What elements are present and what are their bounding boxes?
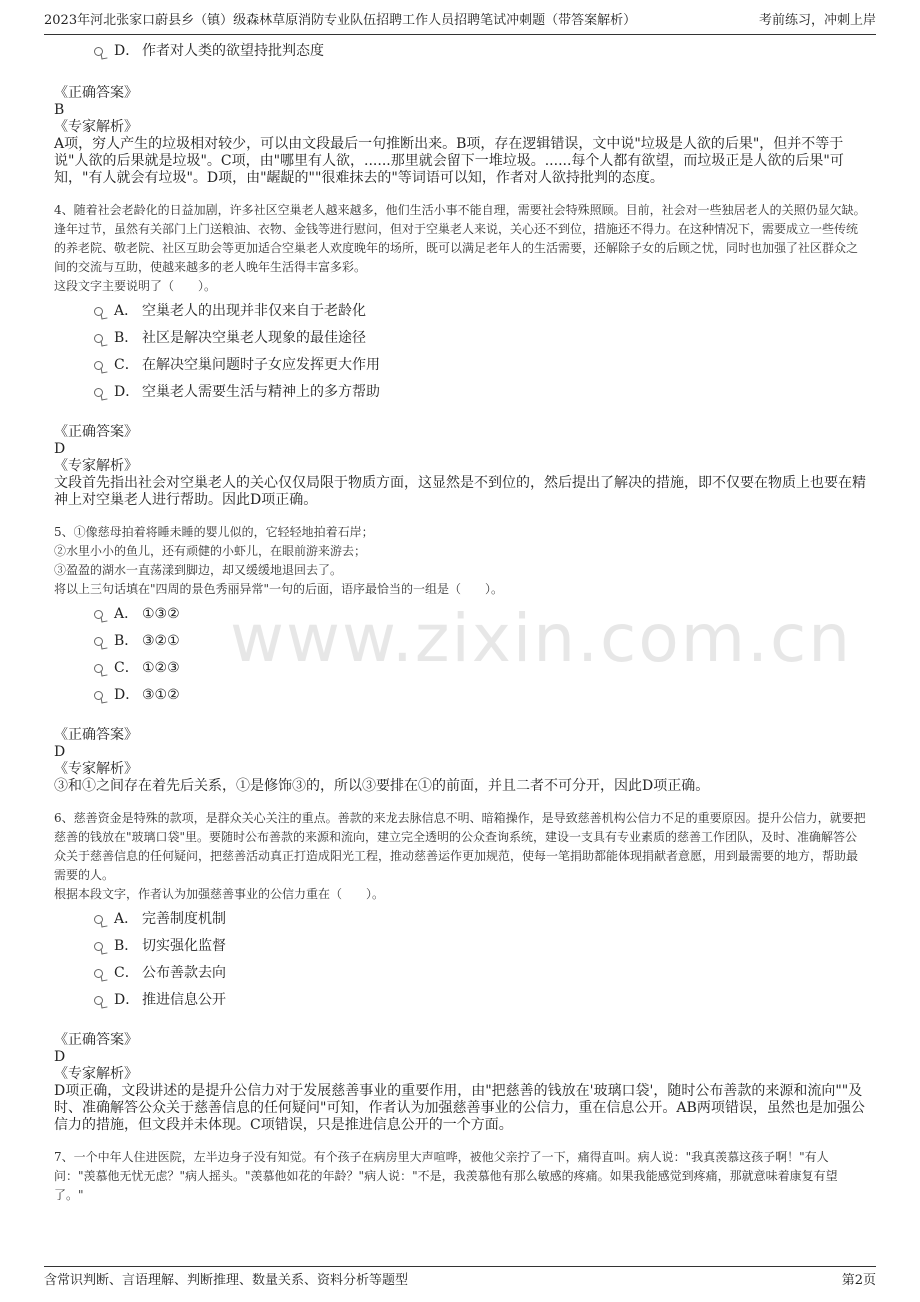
q5-option-d[interactable]: D． ③①②: [54, 682, 866, 709]
q6-option-d[interactable]: D． 推进信息公开: [54, 987, 866, 1014]
radio-icon[interactable]: [94, 47, 103, 56]
footer-note: 含常识判断、言语理解、判断推理、数量关系、资料分析等题型: [44, 1273, 409, 1288]
radio-icon[interactable]: [94, 637, 103, 646]
q5-stem-line-3: ③盈盈的湖水一直荡漾到脚边，却又缓缓地退回去了。: [54, 563, 343, 577]
q4-stem: 4、随着社会老龄化的日益加剧，许多社区空巢老人越来越多，他们生活小事不能自理，需要社会特殊照顾。目前，社会对一些独居老人的关照仍显欠缺。逢年过节，虽然有关部门上门送粮油、衣物、金钱等进行慰问，但对于空巢老人来说，关心还不到位，措施还不得力。在这种情况下，需要成立一些传统的养老院、敬老院、社区互助会等更加适合空巢老人欢度晚年的场所，既可以满足老年人的生活需要，还解除子女的后顾之忧，同时也加强了社区群众之间的交流与互助，使越来越多的老人晚年生活得丰富多彩。: [54, 203, 866, 274]
radio-icon[interactable]: [94, 996, 103, 1005]
q5-answer-heading: 《正确答案》: [54, 727, 138, 743]
q3-answer-heading: 《正确答案》: [54, 85, 138, 101]
q5-analysis-heading: 《专家解析》: [54, 761, 138, 777]
q4-question: 这段文字主要说明了（ ）。: [54, 279, 217, 293]
q6-analysis: D项正确，文段讲述的是提升公信力对于发展慈善事业的重要作用，由"把慈善的钱放在'玻璃口袋'，随时公布善款的来源和流向""及时、准确解答公众关于慈善信息的任何疑问"可知，作者认为加强慈善事业的公信力，重在信息公开。AB两项错误，虽然也是加强公信力的措施，但文段并未体现。C项错误，只是推进信息公开的一个方面。: [54, 1083, 865, 1133]
radio-icon[interactable]: [94, 942, 103, 951]
watermark: www.zixin.com.cn: [230, 600, 853, 677]
q3-analysis-heading: 《专家解析》: [54, 119, 138, 135]
radio-icon[interactable]: [94, 610, 103, 619]
q4-option-a[interactable]: A． 空巢老人的出现并非仅来自于老龄化: [54, 298, 866, 325]
radio-icon[interactable]: [94, 969, 103, 978]
q5-option-c[interactable]: C． ①②③: [54, 655, 866, 682]
q6-option-b[interactable]: B． 切实强化监督: [54, 933, 866, 960]
q6-option-a[interactable]: A． 完善制度机制: [54, 906, 866, 933]
q5-option-b[interactable]: B． ③②①: [54, 628, 866, 655]
page-header: [44, 10, 876, 35]
header-slogan: 考前练习，冲刺上岸: [758, 13, 876, 28]
q3-answer: B: [54, 102, 65, 118]
q4-analysis: 文段首先指出社会对空巢老人的关心仅仅局限于物质方面，这显然是不到位的，然后提出了解决的措施，即不仅要在物质上也要在精神上对空巢老人进行帮助。因此D项正确。: [54, 475, 866, 508]
q4-option-c[interactable]: C． 在解决空巢问题时子女应发挥更大作用: [54, 352, 866, 379]
q6-option-c[interactable]: C． 公布善款去向: [54, 960, 866, 987]
radio-icon[interactable]: [94, 388, 103, 397]
q5-stem-line-4: 将以上三句话填在"四周的景色秀丽异常"一句的后面，语序最恰当的一组是（ ）。: [54, 582, 504, 596]
q4-analysis-heading: 《专家解析》: [54, 458, 138, 474]
q3-analysis: A项，穷人产生的垃圾相对较少，可以由文段最后一句推断出来。B项，存在逻辑错误，文中说"垃圾是人欲的后果"，但并不等于说"人欲的后果就是垃圾"。C项，由"哪里有人欲，......那里就会留下一堆垃圾。......每个人都有欲望，而垃圾正是人欲的后果"可知，"有人就会有垃圾"。D项，由"龌龊的""很难抹去的"等词语可以知，作者对人欲持批判的态度。: [54, 136, 844, 186]
radio-icon[interactable]: [94, 361, 103, 370]
q5-answer: D: [54, 744, 66, 760]
q5-analysis: ③和①之间存在着先后关系，①是修饰③的，所以③要排在①的前面，并且二者不可分开，因此D项正确。: [54, 778, 710, 794]
radio-icon[interactable]: [94, 915, 103, 924]
q6-analysis-heading: 《专家解析》: [54, 1066, 138, 1082]
q5-stem-line-1: 5、①像慈母拍着将睡未睡的婴儿似的，它轻轻地拍着石岸；: [54, 525, 374, 539]
q6-answer-heading: 《正确答案》: [54, 1032, 138, 1048]
header-title: 2023年河北张家口蔚县乡（镇）级森林草原消防专业队伍招聘工作人员招聘笔试冲刺题（带答案解析）: [44, 13, 637, 28]
radio-icon[interactable]: [94, 307, 103, 316]
q4-option-d[interactable]: D． 空巢老人需要生活与精神上的多方帮助: [54, 379, 866, 406]
q4-answer: D: [54, 441, 66, 457]
q3-option-d[interactable]: D． 作者对人类的欲望持批判态度: [54, 38, 866, 65]
q7-stem: 7、一个中年人住进医院，左半边身子没有知觉。有个孩子在病房里大声喧哗，被他父亲拧了一下，痛得直叫。病人说："我真羡慕这孩子啊！"有人问："羡慕他无忧无虑？"病人摇头。"羡慕他如花的年龄？"病人说："不是，我羡慕他有那么敏感的疼痛。如果我能感觉到疼痛，那就意味着康复有望了。": [54, 1150, 838, 1202]
q4-answer-heading: 《正确答案》: [54, 424, 138, 440]
q5-stem-line-2: ②水里小小的鱼儿，还有顽健的小虾儿，在眼前游来游去；: [54, 544, 367, 558]
q6-question: 根据本段文字，作者认为加强慈善事业的公信力重在（ ）。: [54, 887, 385, 901]
q6-answer: D: [54, 1049, 66, 1065]
radio-icon[interactable]: [94, 334, 103, 343]
page-number: 第2页: [841, 1273, 876, 1288]
q4-option-b[interactable]: B． 社区是解决空巢老人现象的最佳途径: [54, 325, 866, 352]
q6-stem: 6、慈善资金是特殊的款项，是群众关心关注的重点。善款的来龙去脉信息不明、暗箱操作，是导致慈善机构公信力不足的重要原因。提升公信力，就要把慈善的钱放在"玻璃口袋"里。要随时公布善款的来源和流向，建立完全透明的公众查询系统，建设一支具有专业素质的慈善工作团队，及时、准确解答公众关于慈善信息的任何疑问，把慈善活动真正打造成阳光工程，推动慈善运作更加规范，使每一笔捐助都能体现捐献者意愿，用到最需要的地方，帮助最需要的人。: [54, 811, 866, 882]
q5-option-a[interactable]: A． ①③②: [54, 601, 866, 628]
radio-icon[interactable]: [94, 691, 103, 700]
radio-icon[interactable]: [94, 664, 103, 673]
document-body: [54, 38, 866, 1205]
page-footer: [44, 1266, 876, 1293]
